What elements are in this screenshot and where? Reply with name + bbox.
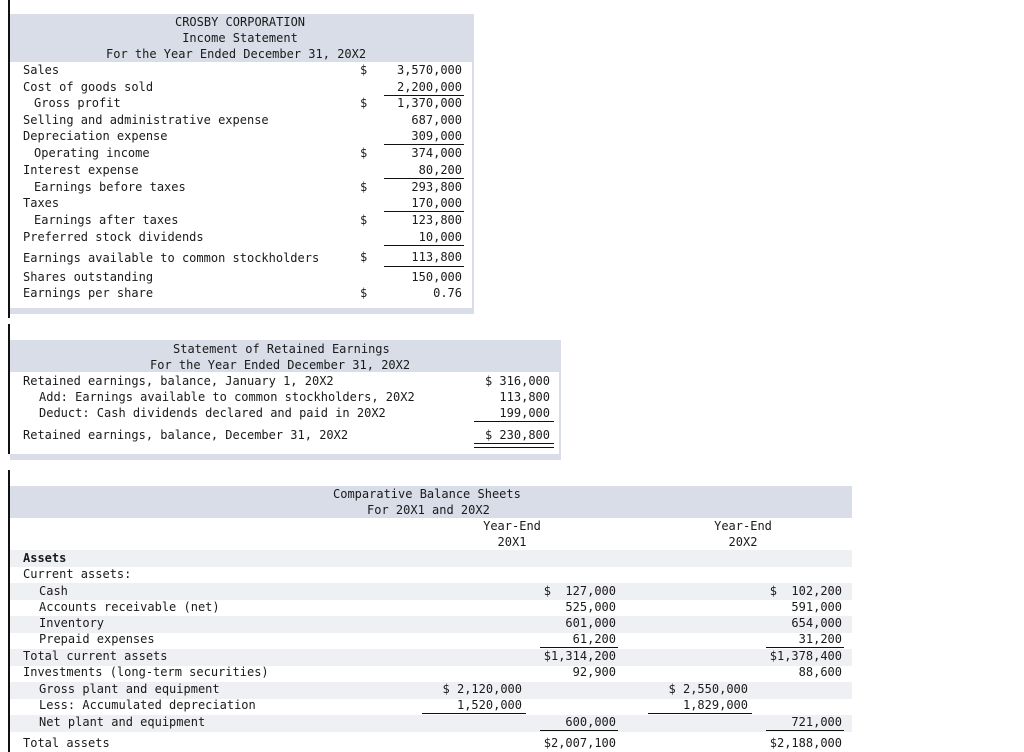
row-label: Gross plant and equipment bbox=[39, 682, 220, 696]
row-label: Total current assets bbox=[23, 649, 168, 663]
row-label: Prepaid expenses bbox=[39, 632, 155, 646]
row-label: Net plant and equipment bbox=[39, 715, 206, 729]
row-value: 3,570,000 bbox=[396, 63, 462, 77]
dollar-sign: $ bbox=[360, 213, 368, 227]
subvalue-20x2: $ 2,550,000 bbox=[668, 682, 748, 696]
balance-period: For 20X1 and 20X2 bbox=[367, 503, 490, 517]
row-value: 0.76 bbox=[433, 286, 462, 300]
row-label: Add: Earnings available to common stockholders, 20X2 bbox=[39, 390, 415, 404]
row-label: Inventory bbox=[39, 616, 105, 630]
statement-title: Income Statement bbox=[182, 31, 298, 45]
dollar-sign: $ bbox=[360, 250, 368, 264]
value-20x1: 525,000 bbox=[565, 600, 616, 614]
underline bbox=[384, 266, 464, 267]
column-header-20x1: Year-End bbox=[483, 519, 541, 533]
subvalue-20x1: $ 2,120,000 bbox=[442, 682, 522, 696]
row-label: Accounts receivable (net) bbox=[39, 600, 220, 614]
value-20x2: $2,188,000 bbox=[769, 736, 842, 750]
value-20x1: $2,007,100 bbox=[543, 736, 616, 750]
row-value: 150,000 bbox=[411, 270, 462, 284]
value-20x2: 654,000 bbox=[791, 616, 842, 630]
row-label: Less: Accumulated depreciation bbox=[39, 698, 256, 712]
row-label: Earnings available to common stockholders bbox=[23, 251, 320, 265]
column-header-20x1: 20X1 bbox=[497, 535, 527, 549]
value-20x1: $1,314,200 bbox=[543, 649, 616, 663]
value-20x1: 61,200 bbox=[572, 632, 616, 646]
row-value: 123,800 bbox=[411, 213, 462, 227]
row-label: Cost of goods sold bbox=[23, 80, 154, 94]
row-value: $ 316,000 bbox=[484, 374, 550, 388]
dollar-sign: $ bbox=[360, 146, 368, 160]
row-label: Depreciation expense bbox=[23, 129, 168, 143]
row-value: 293,800 bbox=[411, 180, 462, 194]
retained-title: Statement of Retained Earnings bbox=[173, 342, 390, 356]
double-underline bbox=[474, 443, 554, 448]
dollar-sign: $ bbox=[360, 63, 368, 77]
value-20x2: $ 102,200 bbox=[769, 584, 842, 598]
row-value: 687,000 bbox=[411, 113, 462, 127]
underline bbox=[540, 647, 618, 648]
row-value: 113,800 bbox=[411, 250, 462, 264]
row-value: $ 230,800 bbox=[484, 428, 550, 442]
row-label: Taxes bbox=[23, 196, 60, 210]
row-label: Shares outstanding bbox=[23, 270, 154, 284]
column-header-20x2: Year-End bbox=[714, 519, 772, 533]
underline bbox=[648, 713, 752, 714]
row-label: Sales bbox=[23, 63, 60, 77]
row-value: 199,000 bbox=[499, 406, 550, 420]
row-label: Earnings per share bbox=[23, 286, 154, 300]
dollar-sign: $ bbox=[360, 96, 368, 110]
subvalue-20x1: 1,520,000 bbox=[456, 698, 522, 712]
company-name: CROSBY CORPORATION bbox=[174, 15, 306, 29]
value-20x1: 601,000 bbox=[565, 616, 616, 630]
row-label: Preferred stock dividends bbox=[23, 230, 204, 244]
row-label: Operating income bbox=[34, 146, 150, 160]
row-label: Cash bbox=[39, 584, 68, 598]
value-20x2: 88,600 bbox=[798, 665, 842, 679]
row-value: 309,000 bbox=[411, 129, 462, 143]
retained-period: For the Year Ended December 31, 20X2 bbox=[150, 358, 411, 372]
row-value: 2,200,000 bbox=[396, 80, 462, 94]
balance-title: Comparative Balance Sheets bbox=[333, 487, 521, 501]
statement-period: For the Year Ended December 31, 20X2 bbox=[106, 47, 367, 61]
value-20x1: 600,000 bbox=[565, 715, 616, 729]
row-label: Earnings after taxes bbox=[34, 213, 179, 227]
row-label: Interest expense bbox=[23, 163, 139, 177]
row-label: Gross profit bbox=[34, 96, 121, 110]
underline bbox=[474, 421, 554, 422]
row-label: Selling and administrative expense bbox=[23, 113, 269, 127]
value-20x2: 591,000 bbox=[791, 600, 842, 614]
underline bbox=[384, 211, 464, 212]
assets-heading: Assets bbox=[23, 551, 67, 565]
column-header-20x2: 20X2 bbox=[728, 535, 758, 549]
row-value: 170,000 bbox=[411, 196, 462, 210]
underline bbox=[422, 713, 526, 714]
row-label: Retained earnings, balance, December 31, 20X2 bbox=[23, 428, 349, 442]
value-20x2: $1,378,400 bbox=[769, 649, 842, 663]
value-20x2: 721,000 bbox=[791, 715, 842, 729]
row-value: 113,800 bbox=[499, 390, 550, 404]
dollar-sign: $ bbox=[360, 286, 368, 300]
row-value: 10,000 bbox=[418, 230, 462, 244]
underline bbox=[384, 144, 464, 145]
underline bbox=[384, 178, 464, 179]
row-label: Earnings before taxes bbox=[34, 180, 186, 194]
underline bbox=[766, 730, 844, 731]
underline bbox=[384, 245, 464, 246]
row-value: 374,000 bbox=[411, 146, 462, 160]
row-value: 1,370,000 bbox=[396, 96, 462, 110]
row-label: Deduct: Cash dividends declared and paid in 20X2 bbox=[39, 406, 386, 420]
row-label: Investments (long-term securities) bbox=[23, 665, 269, 679]
underline bbox=[540, 730, 618, 731]
row-label: Retained earnings, balance, January 1, 20X2 bbox=[23, 374, 334, 388]
row-label: Total assets bbox=[23, 736, 110, 750]
subvalue-20x2: 1,829,000 bbox=[682, 698, 748, 712]
dollar-sign: $ bbox=[360, 180, 368, 194]
row-value: 80,200 bbox=[418, 163, 462, 177]
value-20x1: $ 127,000 bbox=[543, 584, 616, 598]
current-assets-label: Current assets: bbox=[23, 567, 132, 581]
value-20x1: 92,900 bbox=[572, 665, 616, 679]
underline bbox=[766, 647, 844, 648]
value-20x2: 31,200 bbox=[798, 632, 842, 646]
